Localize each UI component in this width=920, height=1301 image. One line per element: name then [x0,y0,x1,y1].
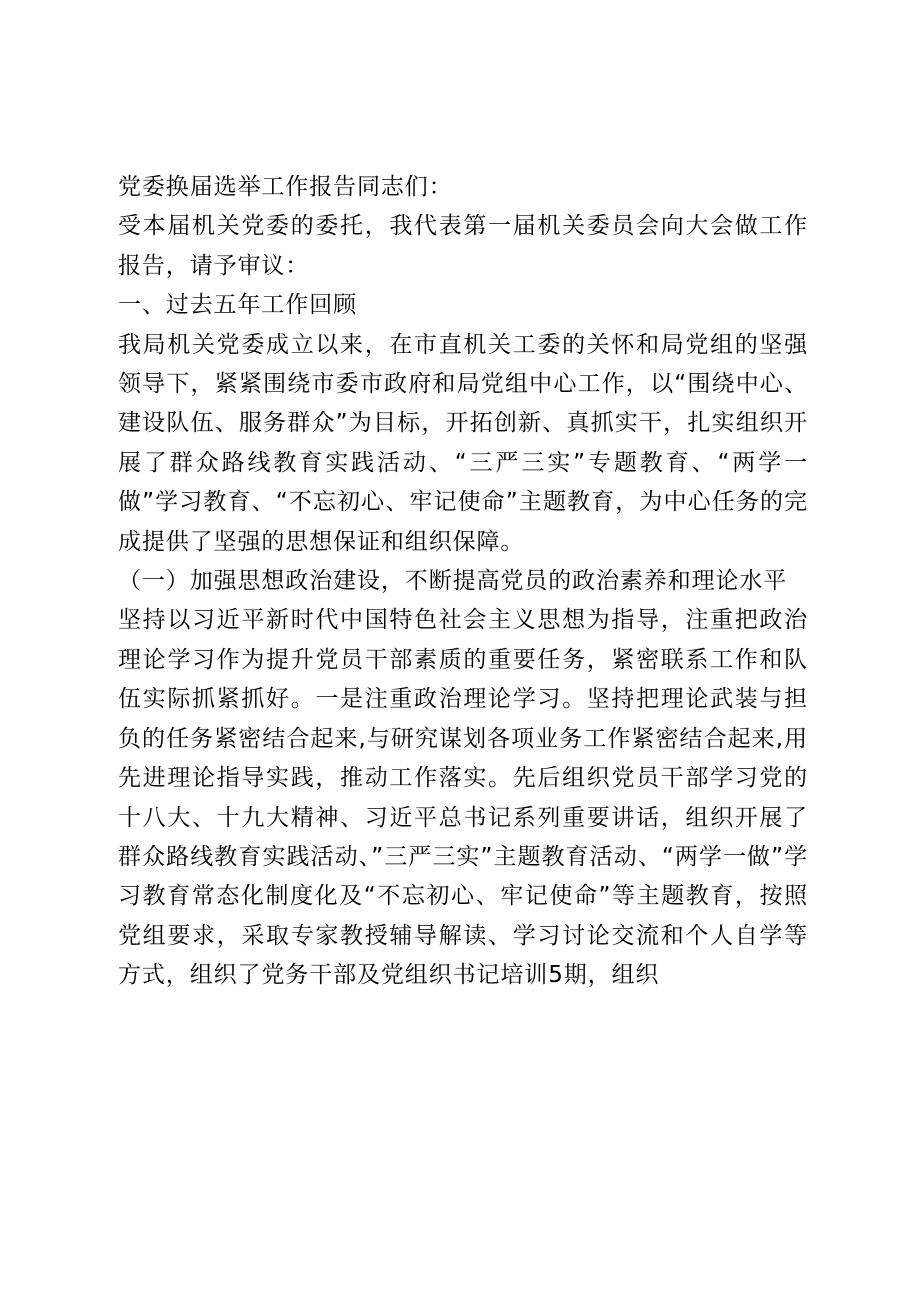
subsection-heading: （一）加强思想政治建设，不断提高党员的政治素养和理论水平 [118,568,788,595]
document-body [118,168,808,996]
section-heading: 一、过去五年工作回顾 [118,292,357,319]
opening-paragraph: 受本届机关党委的委托，我代表第一届机关委员会向大会做工作报告，请予审议： [118,213,808,279]
study-paragraph: 坚持以习近平新时代中国特色社会主义思想为指导，注重把政治理论学习作为提升党员干部素质的重要任务，紧密联系工作和队伍实际抓紧抓好。一是注重政治理论学习。坚持把理论武装与担负的任务紧密结合起来,与研究谋划各项业务工作紧密结合起来,用先进理论指导实践，推动工作落实。先后组织党员干部学习党的十八大、十九大精神、习近平总书记系列重要讲话，组织开展了群众路线教育实践活动、”三严三实”主题教育活动、“两学一做”学习教育常态化制度化及“不忘初心、牢记使命”等主题教育，按照党组要求，采取专家教授辅导解读、学习讨论交流和个人自学等方式，组织了党务干部及党组织书记培训5期，组织 [118,607,808,989]
review-paragraph: 我局机关党委成立以来，在市直机关工委的关怀和局党组的坚强领导下，紧紧围绕市委市政府和局党组中心工作，以“围绕中心、建设队伍、服务群众”为目标，开拓创新、真抓实干，扎实组织开展了群众路线教育实践活动、“三严三实”专题教育、“两学一做”学习教育、“不忘初心、牢记使命”主题教育，为中心任务的完成提供了坚强的思想保证和组织保障。 [118,331,808,555]
document-title-line: 党委换届选举工作报告同志们： [118,174,453,200]
